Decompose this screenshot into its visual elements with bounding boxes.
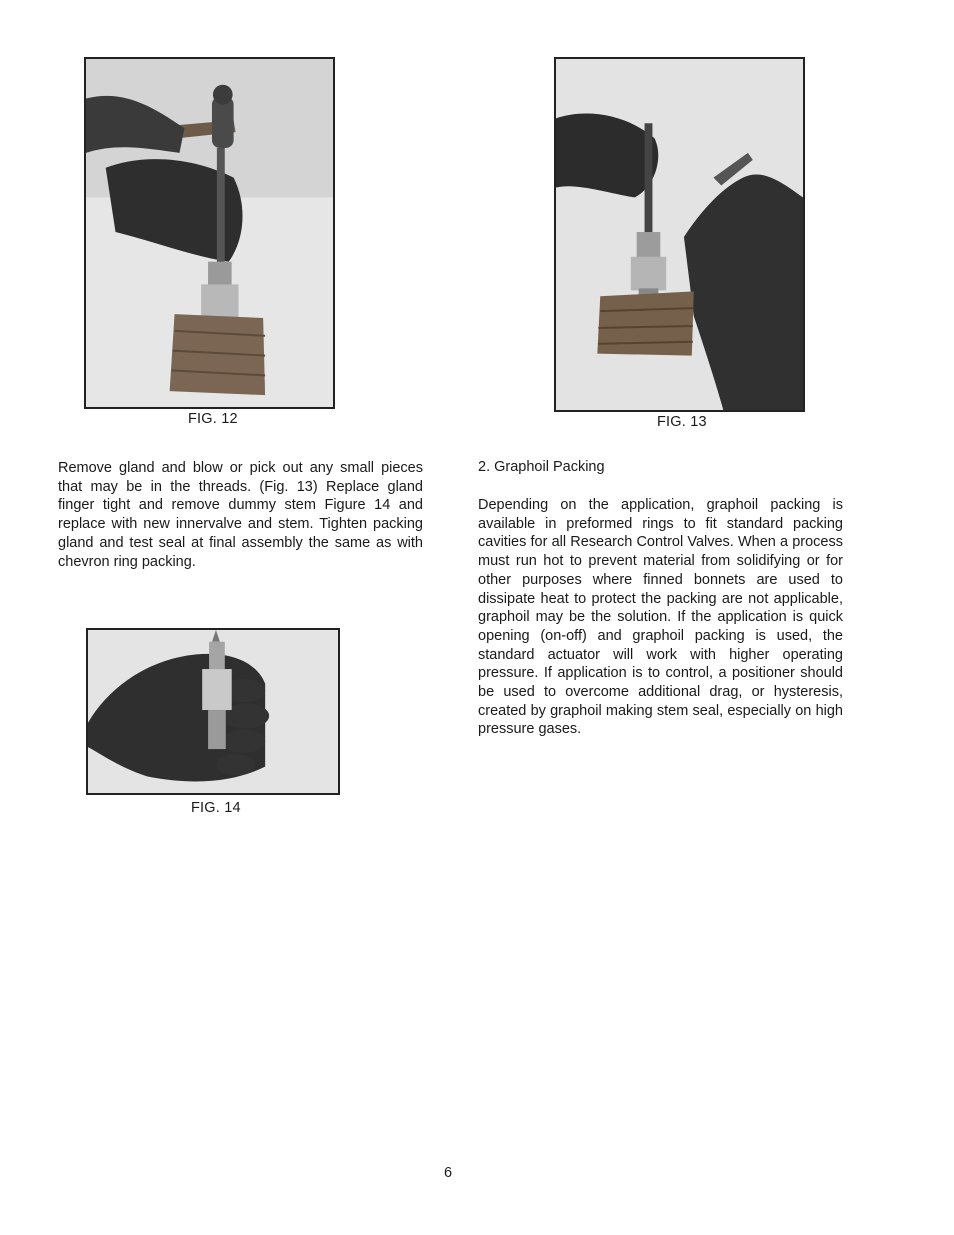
fig13-caption: FIG. 13 — [657, 414, 707, 430]
fig12-photo — [84, 57, 335, 409]
fig13-photo — [554, 57, 805, 412]
fig14-photo — [86, 628, 340, 795]
right-paragraph: Depending on the application, graphoil packing is available in preformed rings to fit standard packing cavities for all Research Control Valves. When a process must run hot to prevent material from solidifying or for other purposes where finned bonnets are used to dissipate heat to protect the packing are not applicable, graphoil may be the solution. If the application is quick opening (on-off) and graphoil packing is used, the standard actuator will work with higher operating pressure. If application is to control, a positioner should be used to overcome additional drag, or hysteresis, created by graphoil making stem seal, especially on high pressure gases. — [478, 497, 843, 738]
page-number: 6 — [444, 1165, 453, 1181]
fig12-caption: FIG. 12 — [188, 411, 238, 427]
fig14-caption: FIG. 14 — [191, 800, 241, 816]
section-heading: 2. Graphoil Packing — [478, 459, 605, 475]
left-paragraph: Remove gland and blow or pick out any small pieces that may be in the threads. (Fig. 13) Replace gland finger tight and remove dummy stem Figure 14 and replace with new innervalve and stem. Tighten packing gland and test seal at final assembly the same as with chevron ring packing. — [58, 460, 423, 570]
